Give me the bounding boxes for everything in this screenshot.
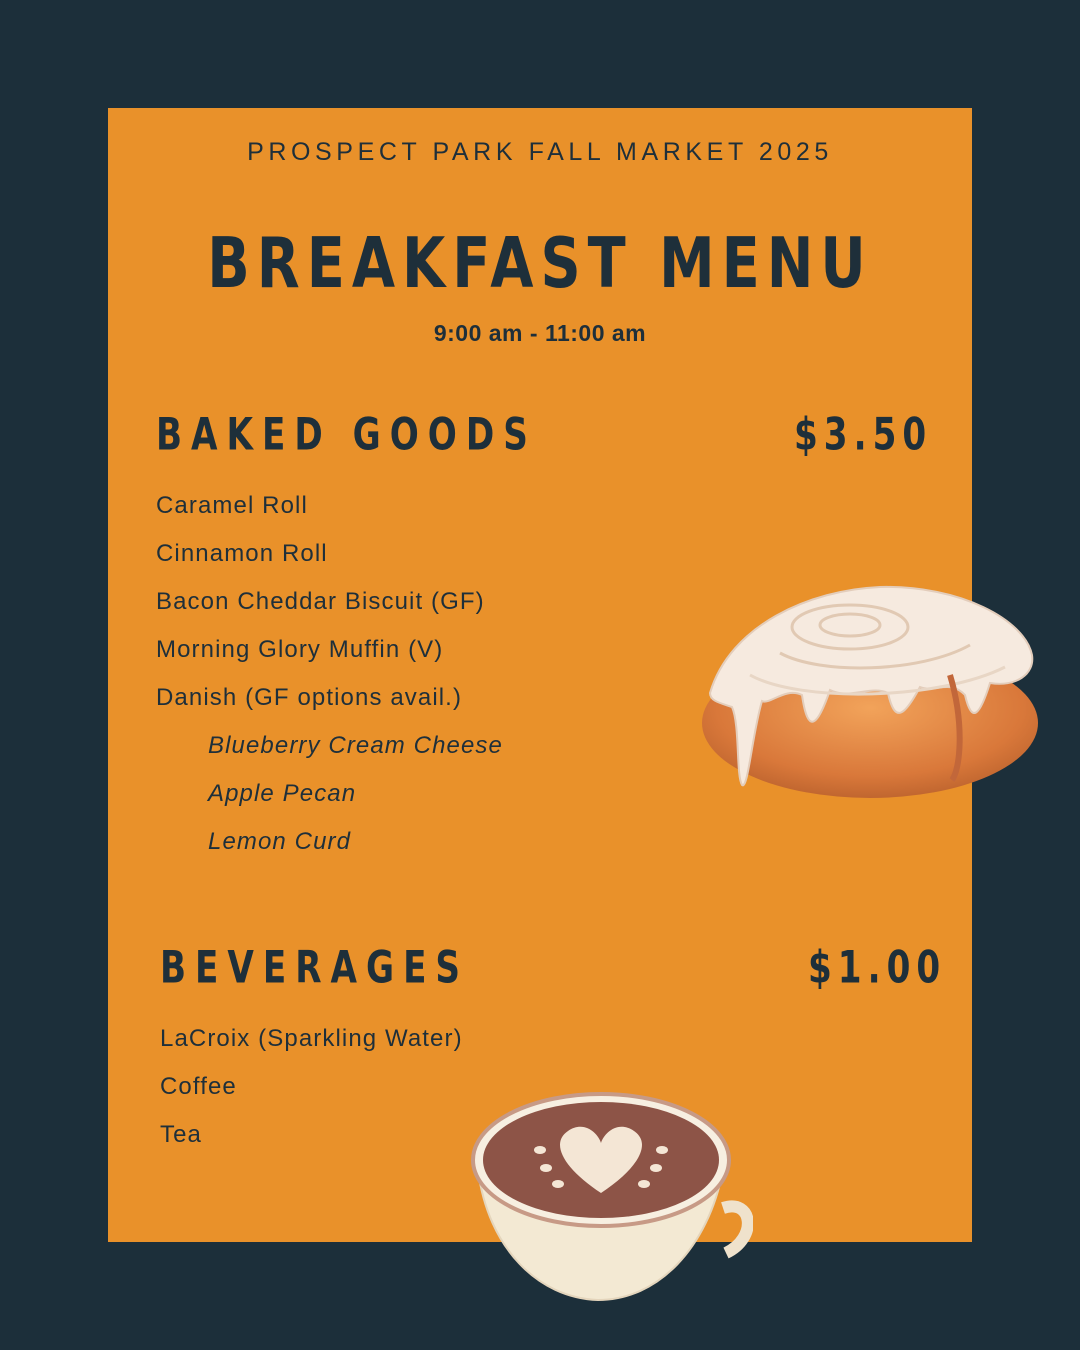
service-hours: 9:00 am - 11:00 am: [433, 320, 647, 346]
menu-item: Tea: [160, 1121, 202, 1148]
menu-sub-item: Blueberry Cream Cheese: [208, 732, 503, 759]
menu-item: Morning Glory Muffin (V): [156, 636, 444, 663]
menu-sub-item: Apple Pecan: [208, 780, 357, 807]
section-title-baked-goods: BAKED GOODS: [156, 408, 537, 460]
baked-goods-list: [156, 492, 503, 876]
event-name: PROSPECT PARK FALL MARKET 2025: [247, 138, 833, 166]
section-price-baked-goods: $3.50: [794, 408, 933, 460]
menu-item: Coffee: [160, 1073, 237, 1100]
menu-item: Caramel Roll: [156, 492, 308, 519]
menu-item: Danish (GF options avail.): [156, 684, 463, 711]
menu-item: Bacon Cheddar Biscuit (GF): [156, 588, 485, 615]
cinnamon-roll-icon: [690, 575, 1050, 810]
section-price-beverages: $1.00: [808, 941, 947, 993]
menu-title: BREAKFAST MENU: [207, 222, 873, 304]
menu-sub-item: Lemon Curd: [208, 828, 352, 855]
menu-item: LaCroix (Sparkling Water): [160, 1025, 463, 1052]
section-title-beverages: BEVERAGES: [160, 941, 470, 993]
latte-cup-icon: [468, 1088, 753, 1306]
menu-item: Cinnamon Roll: [156, 540, 328, 567]
beverages-list: [160, 1025, 463, 1169]
